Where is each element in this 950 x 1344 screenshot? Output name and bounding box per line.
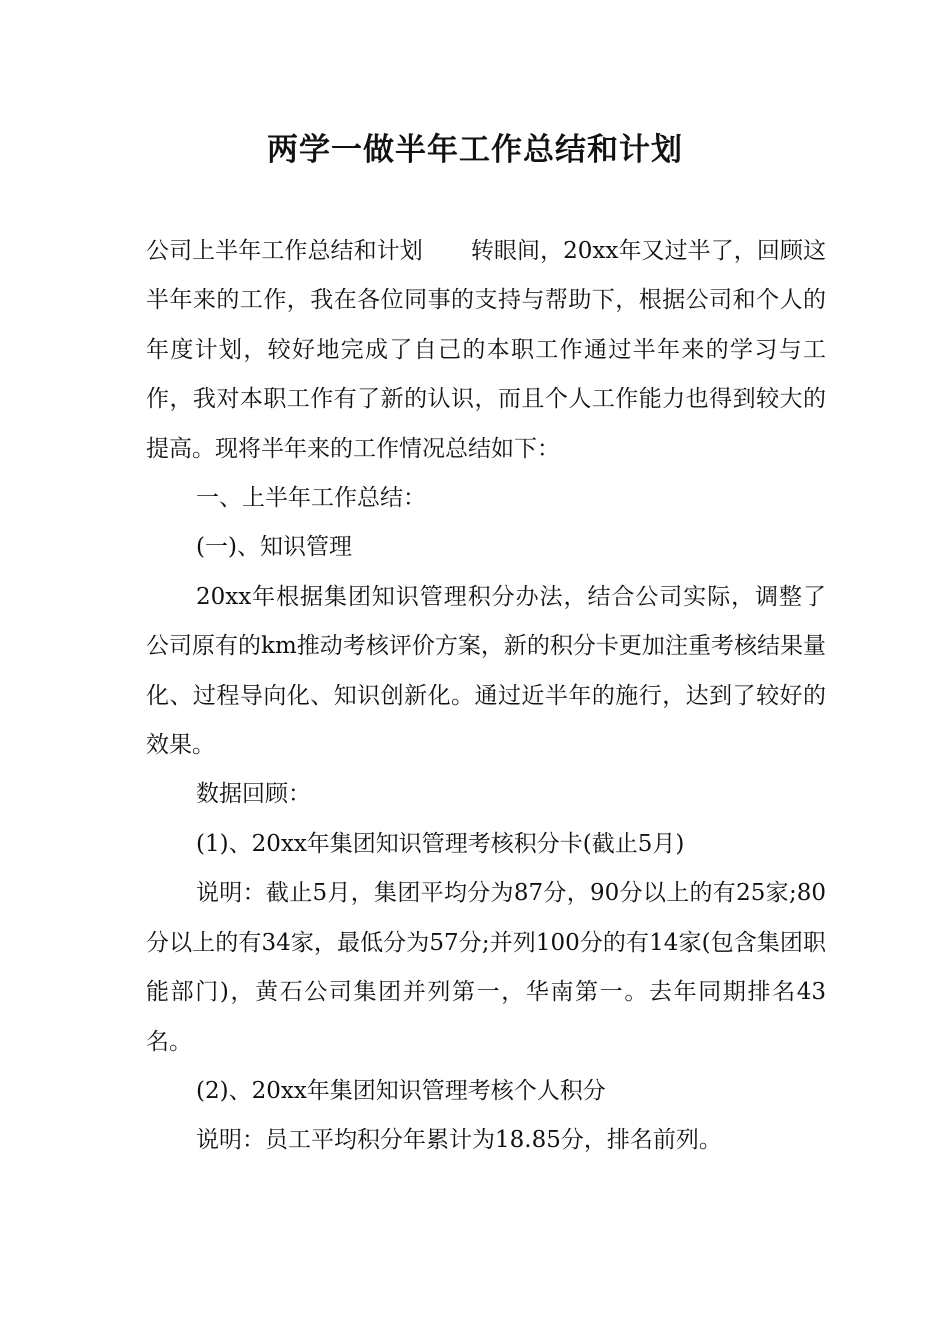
item-2-note: 说明：员工平均积分年累计为18.85分，排名前列。 — [196, 1127, 722, 1154]
km-paragraph: 20xx年根据集团知识管理积分办法，结合公司实际，调整了公司原有的km推动考核评价方案，新的积分卡更加注重考核结果量化、过程导向化、知识创新化。通过近半年的施行，达到了较好的效果。 — [146, 583, 826, 759]
intro-heading: 公司上半年工作总结和计划 — [146, 238, 423, 264]
item-1-heading: (1)、20xx年集团知识管理考核积分卡(截止5月) — [196, 830, 685, 857]
intro-text: 转眼间，20xx年又过半了，回顾这半年来的工作，我在各位同事的支持与帮助下，根据公司和个人的年度计划，较好地完成了自己的本职工作通过半年来的学习与工作，我对本职工作有了新的认识，而且个人工作能力也得到较大的提高。现将半年来的工作情况总结如下： — [146, 238, 826, 462]
intro-paragraph — [146, 227, 826, 474]
document-title: 两学一做半年工作总结和计划 — [267, 132, 683, 168]
item-2-heading: (2)、20xx年集团知识管理考核个人积分 — [196, 1077, 606, 1104]
subsection-heading-1: (一)、知识管理 — [196, 534, 352, 561]
document-body — [146, 227, 826, 1166]
item-1-note: 说明：截止5月，集团平均分为87分，90分以上的有25家;80分以上的有34家，最低分为57分;并列100分的有14家(包含集团职能部门)，黄石公司集团并列第一，华南第一。去年同期排名43名。 — [146, 880, 826, 1055]
data-review-label: 数据回顾： — [196, 781, 311, 808]
section-heading-1: 一、上半年工作总结： — [196, 485, 426, 512]
